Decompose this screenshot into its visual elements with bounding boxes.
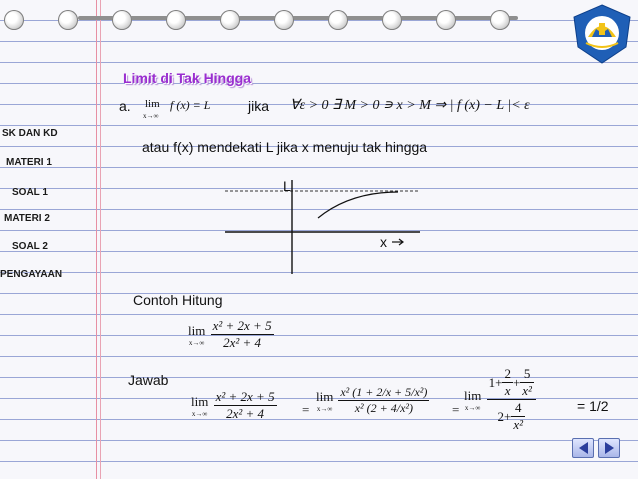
equals-1: = [302,402,310,417]
jawab-heading: Jawab [128,372,169,388]
step3-lim-sub: x→∞ [464,403,481,412]
graph-label-L: L [283,178,291,194]
spiral-ring [58,10,78,30]
nav-soal-1[interactable]: SOAL 1 [12,187,48,198]
explanation-text: atau f(x) mendekati L jika x menuju tak hingga [142,139,428,155]
jika-label: jika [248,98,270,114]
example-limit [188,318,274,351]
step2-numerator: x² (1 + 2/x + 5/x²) [340,385,428,399]
step3-plus: + [512,374,521,390]
step3-lim: lim [464,387,482,403]
tut-wuri-handayani-logo [570,3,634,65]
step3-den-x2: x² [513,417,524,432]
prev-button[interactable] [572,438,594,458]
logo [570,3,634,65]
limit-graph [220,178,420,274]
step3-two-plus: 2+ [497,408,512,424]
item-a-label: a. [119,98,131,114]
nav-soal-2[interactable]: SOAL 2 [12,241,48,252]
spiral-ring [490,10,510,30]
nav-pengayaan[interactable]: PENGAYAAN [0,269,63,280]
margin-line [96,0,97,479]
nav-sk-dan-kd[interactable]: SK DAN KD [2,128,58,139]
result-text: = 1/2 [577,398,609,414]
function-curve [318,192,398,218]
triangle-right-icon [605,442,614,454]
answer-step-1 [191,389,277,422]
step1-denominator: 2x² + 4 [226,406,265,421]
example-denominator: 2x² + 4 [223,335,262,350]
spiral-ring [166,10,186,30]
example-numerator: x² + 2x + 5 [212,318,272,333]
slide-title: Limit di Tak Hingga [123,70,252,86]
graph-label-x: x [380,234,387,250]
step2-denominator: x² (2 + 4/x²) [354,401,413,415]
spiral-ring [274,10,294,30]
contoh-hitung-heading: Contoh Hitung [133,292,223,308]
step1-numerator: x² + 2x + 5 [215,389,275,404]
spiral-ring [328,10,348,30]
example-lim: lim [188,322,206,338]
spiral-ring [220,10,240,30]
step3-x: x [504,383,511,398]
def-lim: lim [145,98,160,110]
nav-materi-2[interactable]: MATERI 2 [4,213,50,224]
step2-lim-sub: x→∞ [316,404,333,413]
step3-five: 5 [523,366,531,381]
answer-step-2 [316,385,429,416]
step3-one-plus: 1+ [488,374,503,390]
arrow-right-icon [391,236,405,248]
spiral-ring [382,10,402,30]
step1-lim-sub: x→∞ [191,409,208,418]
step2-lim: lim [316,388,334,404]
def-lim-sub: x→∞ [143,112,159,120]
def-expression: f (x) = L [170,98,211,112]
spiral-ring [4,10,24,30]
nav-materi-1[interactable]: MATERI 1 [6,157,52,168]
spiral-ring [112,10,132,30]
step3-x2: x² [522,383,532,398]
step1-lim: lim [191,393,209,409]
epsilon-delta-condition: ∀ε > 0 ∃ M > 0 ∍ x > M ⇒ | f (x) − L |< ε [290,98,530,113]
answer-step-3 [464,366,536,433]
next-button[interactable] [598,438,620,458]
example-lim-sub: x→∞ [188,338,205,347]
step3-four: 4 [514,400,522,415]
triangle-left-icon [579,442,588,454]
margin-line-inner [100,0,101,479]
equals-2: = [452,402,460,417]
step3-two: 2 [504,366,511,381]
spiral-ring [436,10,456,30]
